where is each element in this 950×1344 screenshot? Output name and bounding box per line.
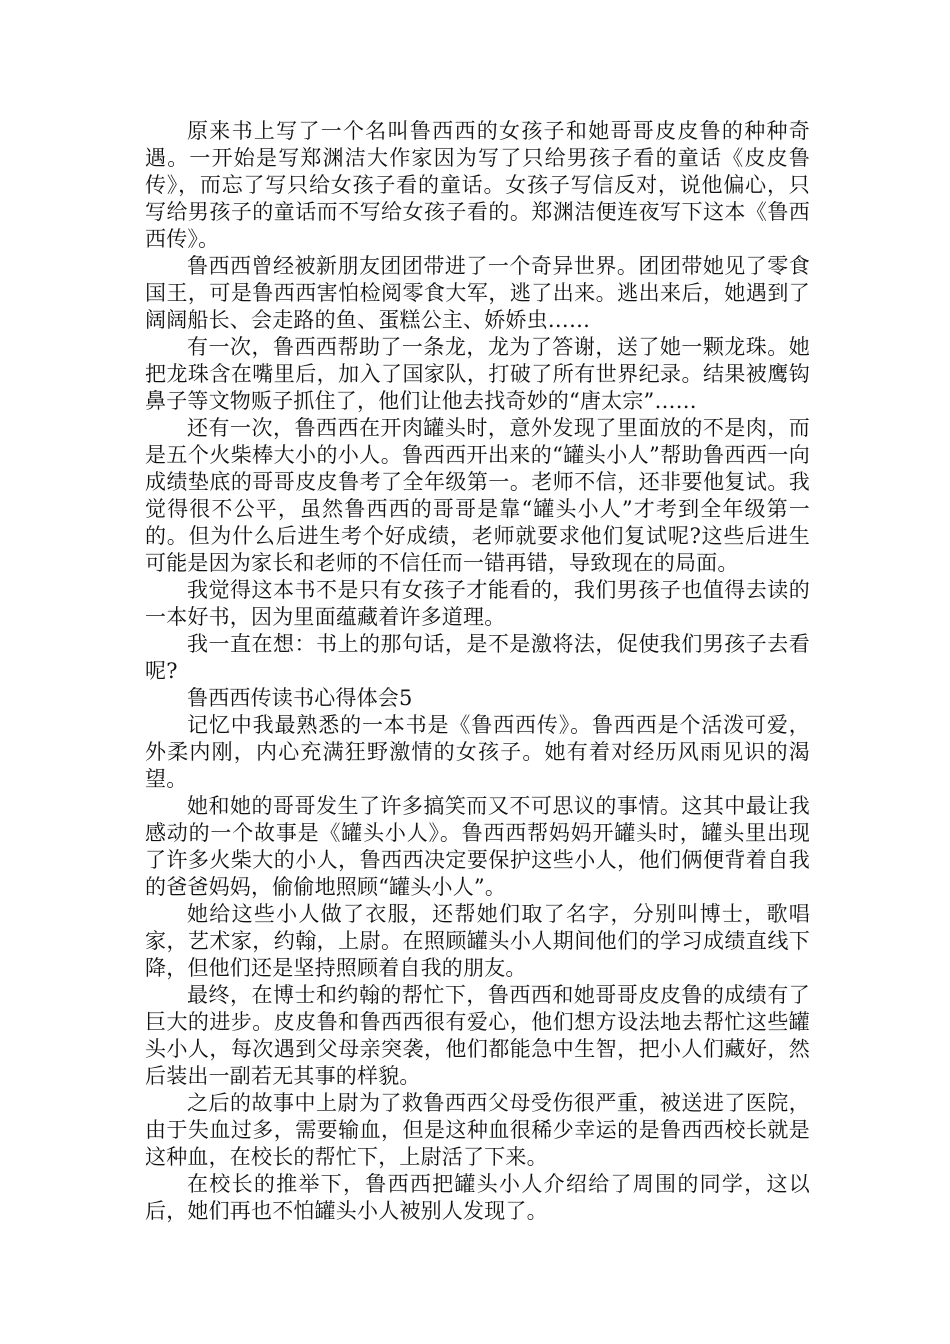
paragraph: 还有一次，鲁西西在开肉罐头时，意外发现了里面放的不是肉，而是五个火柴棒大小的小人。鲁西西开出来的“罐头小人”帮助鲁西西一向成绩垫底的哥哥皮皮鲁考了全年级第一。老师不信，还非要他复试。我觉得很不公平，虽然鲁西西的哥哥是靠“罐头小人”才考到全年级第一的。但为什么后进生考个好成绩，老师就要求他们复试呢?这些后进生可能是因为家长和老师的不信任而一错再错，导致现在的局面。 xyxy=(145,416,810,575)
paragraph: 原来书上写了一个名叫鲁西西的女孩子和她哥哥皮皮鲁的种种奇遇。一开始是写郑渊洁大作家因为写了只给男孩子看的童话《皮皮鲁传》，而忘了写只给女孩子看的童话。女孩子写信反对，说他偏心，只写给男孩子的童话而不写给女孩子看的。郑渊洁便连夜写下这本《鲁西西传》。 xyxy=(145,119,810,251)
paragraph: 我觉得这本书不是只有女孩子才能看的，我们男孩子也值得去读的一本好书，因为里面蕴藏着许多道理。 xyxy=(145,578,810,629)
paragraph: 她和她的哥哥发生了许多搞笑而又不可思议的事情。这其中最让我感动的一个故事是《罐头小人》。鲁西西帮妈妈开罐头时，罐头里出现了许多火柴大的小人，鲁西西决定要保护这些小人，他们俩便背着自我的爸爸妈妈，偷偷地照顾“罐头小人”。 xyxy=(145,794,810,899)
paragraph: 我一直在想：书上的那句话，是不是激将法，促使我们男孩子去看呢? xyxy=(145,632,810,683)
paragraph: 之后的故事中上尉为了救鲁西西父母受伤很严重，被送进了医院，由于失血过多，需要输血，但是这种血很稀少幸运的是鲁西西校长就是这种血，在校长的帮忙下，上尉活了下来。 xyxy=(145,1091,810,1169)
paragraph: 最终，在博士和约翰的帮忙下，鲁西西和她哥哥皮皮鲁的成绩有了巨大的进步。皮皮鲁和鲁西西很有爱心，他们想方设法地去帮忙这些罐头小人，每次遇到父母亲突袭，他们都能急中生智，把小人们藏好，然后装出一副若无其事的样貌。 xyxy=(145,983,810,1088)
paragraph: 她给这些小人做了衣服，还帮她们取了名字，分别叫博士，歌唱家，艺术家，约翰，上尉。在照顾罐头小人期间他们的学习成绩直线下降，但他们还是坚持照顾着自我的朋友。 xyxy=(145,902,810,980)
paragraph: 有一次，鲁西西帮助了一条龙，龙为了答谢，送了她一颗龙珠。她把龙珠含在嘴里后，加入了国家队，打破了所有世界纪录。结果被鹰钩鼻子等文物贩子抓住了，他们让他去找奇妙的“唐太宗”…… xyxy=(145,335,810,413)
section-heading: 鲁西西传读书心得体会5 xyxy=(187,686,413,710)
document-body xyxy=(145,118,810,1225)
paragraph: 鲁西西曾经被新朋友团团带进了一个奇异世界。团团带她见了零食国王，可是鲁西西害怕检阅零食大军，逃了出来。逃出来后，她遇到了阔阔船长、会走路的鱼、蛋糕公主、娇娇虫…… xyxy=(145,254,810,332)
paragraph: 在校长的推举下，鲁西西把罐头小人介绍给了周围的同学，这以后，她们再也不怕罐头小人被别人发现了。 xyxy=(145,1172,810,1223)
paragraph: 记忆中我最熟悉的一本书是《鲁西西传》。鲁西西是个活泼可爱，外柔内刚，内心充满狂野激情的女孩子。她有着对经历风雨见识的渴望。 xyxy=(145,713,810,791)
